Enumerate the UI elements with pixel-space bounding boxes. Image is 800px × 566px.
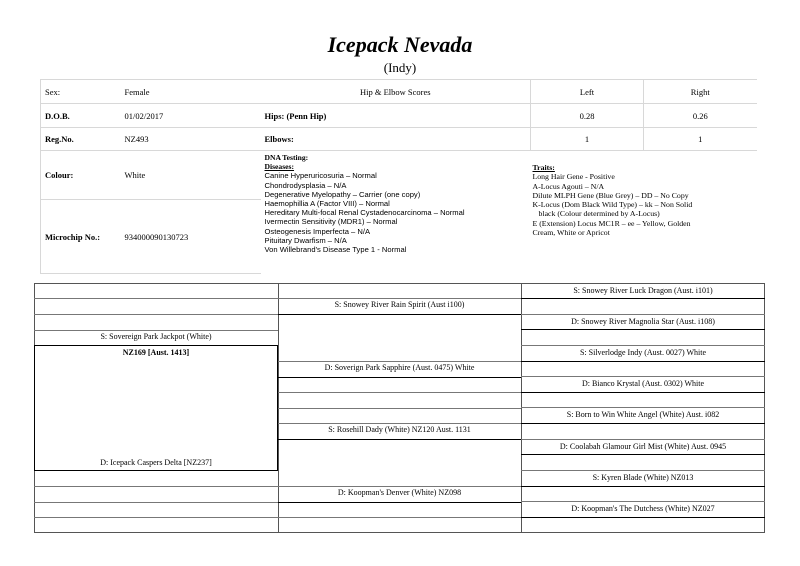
dob-label: D.O.B.: [41, 104, 121, 128]
hips-right: 0.26: [644, 104, 757, 128]
elbows-left: 1: [531, 128, 644, 151]
sire-dam-sire: S: Silverlodge Indy (Aust. 0027) White: [579, 348, 707, 357]
info-row-dob: [41, 104, 757, 128]
colour-value: White: [121, 151, 261, 200]
trait-item: E (Extension) Locus MC1R – ee – Yellow, Golden: [532, 218, 691, 228]
sex-value: Female: [121, 80, 261, 104]
disease-item: Ivermectin Sensitivity (MDR1) – Normal: [264, 217, 398, 227]
info-row-reg: [41, 128, 757, 151]
page-subtitle: (Indy): [383, 60, 417, 75]
sire-sire-sire: S: Snowey River Luck Dragon (Aust. i101): [573, 286, 713, 295]
reg-label: Reg.No.: [41, 128, 121, 151]
sire-reg: NZ169 [Aust. 1413]: [122, 348, 190, 357]
left-header: Left: [531, 80, 644, 104]
trait-item: Dilute MLPH Gene (Blue Grey) – DD – No Copy: [532, 190, 689, 200]
reg-value: NZ493: [121, 128, 261, 151]
dna-traits: [533, 163, 743, 237]
sire-sire-dam: D: Snowey River Magnolia Star (Aust. i108): [571, 317, 715, 326]
page-title: Icepack Nevada: [327, 32, 473, 57]
disease-item: Pituitary Dwarfism – N/A: [264, 235, 347, 245]
dam-dam-dam: D: Koopman's The Dutchess (White) NZ027: [571, 504, 715, 513]
microchip-value: 934000090130723: [121, 200, 261, 274]
disease-item: Degenerative Myelopathy – Carrier (one copy): [264, 189, 421, 199]
diseases-heading: Diseases:: [264, 162, 295, 172]
sire-dam: D: Soverign Park Sapphire (Aust. 0475) White: [324, 363, 475, 372]
dob-value: 01/02/2017: [121, 104, 261, 128]
disease-item: Canine Hyperuricosuria – Normal: [264, 171, 377, 181]
hips-left: 0.28: [531, 104, 644, 128]
trait-item: A-Locus Agouti – N/A: [532, 181, 605, 191]
sex-label: Sex:: [41, 80, 121, 104]
sire-name: S: Sovereign Park Jackpot (White): [100, 332, 212, 341]
disease-item: Osteogenesis Imperfecta – N/A: [264, 226, 371, 236]
right-header: Right: [644, 80, 757, 104]
disease-item: Haemophillia A (Factor VIII) – Normal: [264, 199, 390, 209]
scores-header: Hip & Elbow Scores: [261, 80, 531, 104]
dam-sire: S: Rosehill Dady (White) NZ120 Aust. 1131: [328, 425, 471, 434]
info-table: [40, 79, 757, 274]
elbows-label: Elbows:: [261, 128, 531, 151]
sire-dam-dam: D: Bianco Krystal (Aust. 0302) White: [581, 379, 705, 388]
dam-sire-sire: S: Born to Win White Angel (White) Aust. i082: [566, 410, 720, 419]
sire-sire: S: Snowey River Rain Spirit (Aust i100): [334, 300, 465, 309]
dna-heading: DNA Testing:: [264, 153, 309, 162]
dam-name: D: Icepack Caspers Delta [NZ237]: [100, 458, 212, 467]
dam-dam-sire: S: Kyren Blade (White) NZ013: [592, 473, 694, 482]
disease-item: Hereditary Multi-focal Renal Cystadenocarcinoma – Normal: [264, 208, 465, 218]
dna-diseases: [265, 153, 527, 254]
trait-item: Cream, White or Apricot: [532, 228, 610, 238]
trait-item: Long Hair Gene - Positive: [532, 172, 615, 182]
dna-section: [261, 151, 757, 274]
traits-heading: Traits:: [532, 163, 555, 172]
disease-item: Chondrodysplasia – N/A: [264, 180, 347, 190]
dam-sire-dam: D: Coolabah Glamour Girl Mist (White) Aust. 0945: [559, 442, 727, 451]
disease-item: Von Willebrand's Disease Type 1 - Normal: [264, 245, 407, 255]
microchip-label: Microchip No.:: [41, 200, 121, 274]
info-row-colour: [41, 151, 757, 200]
trait-item: K-Locus (Dom Black Wild Type) – kk – Non Solid: [532, 200, 693, 210]
trait-item: black (Colour determined by A-Locus): [538, 209, 660, 219]
dam-dam: D: Koopman's Denver (White) NZ098: [337, 488, 462, 497]
elbows-right: 1: [644, 128, 757, 151]
colour-label: Colour:: [41, 151, 121, 200]
info-row-sex: [41, 80, 757, 104]
pedigree-chart: [34, 283, 765, 533]
hips-label: Hips: (Penn Hip): [261, 104, 531, 128]
